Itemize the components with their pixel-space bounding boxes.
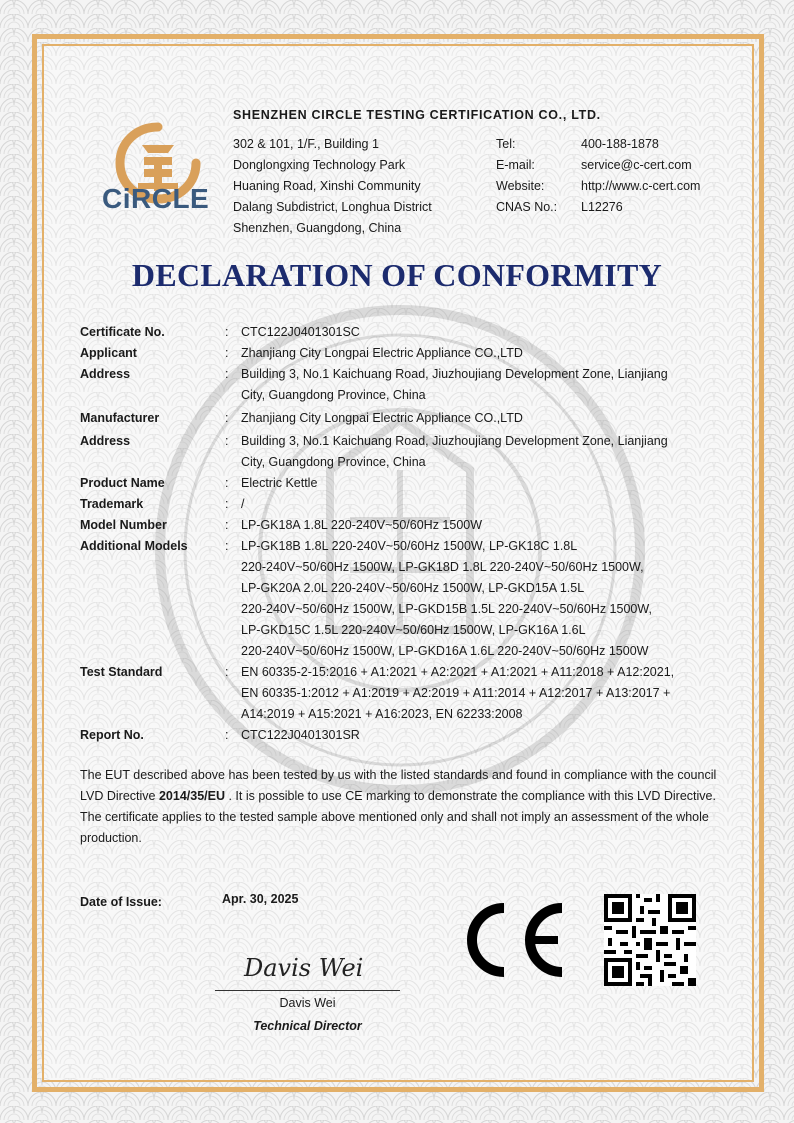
contact-cnas: CNAS No.: L12276 — [496, 200, 623, 214]
compliance-statement: The EUT described above has been tested by us with the listed standards and found in compliance with the council LVD Directive 2014/35/EU . It is possible to use CE marking to demonstrate the compliance with this LVD Directive. The certificate applies to the tested sample above mentioned only and shall not imply an assessment of the whole production. — [80, 765, 730, 849]
signatory-name: Davis Wei — [279, 996, 336, 1010]
field-report-no: Report No. : CTC122J0401301SR — [80, 728, 360, 742]
field-manufacturer-address: Address : Building 3, No.1 Kaichuang Road, Jiuzhoujiang Development Zone, Lianjiang City, Guangdong Province, China — [80, 434, 668, 469]
company-address — [233, 134, 432, 239]
date-of-issue-label: Date of Issue: — [80, 895, 162, 909]
signature — [240, 938, 370, 988]
ce-mark-icon — [462, 900, 572, 980]
contact-email: E-mail: service@c-cert.com — [496, 158, 692, 172]
contact-website: Website: http://www.c-cert.com — [496, 179, 701, 193]
company-name: SHENZHEN CIRCLE TESTING CERTIFICATION CO., LTD. — [233, 108, 601, 122]
field-trademark: Trademark : / — [80, 497, 245, 511]
address-line: Shenzhen, Guangdong, China — [233, 221, 402, 235]
qr-code-icon — [604, 894, 696, 986]
contact-tel: Tel: 400-188-1878 — [496, 137, 659, 151]
address-line: 302 & 101, 1/F., Building 1 — [233, 137, 379, 151]
signature-line — [215, 990, 400, 991]
signatory-title: Technical Director — [253, 1019, 362, 1033]
field-product-name: Product Name : Electric Kettle — [80, 476, 318, 490]
field-model-number: Model Number : LP-GK18A 1.8L 220-240V~50/60Hz 1500W — [80, 518, 483, 532]
document-title: DECLARATION OF CONFORMITY — [131, 257, 663, 293]
field-additional-models: Additional Models : LP-GK18B 1.8L 220-240V~50/60Hz 1500W, LP-GK18C 1.8L 220-240V~50/60Hz 1500W, LP-GK18D 1.8L 220-240V~50/60Hz 1500W, LP-GK20A 2.0L 220-240V~50/60Hz 1500W, LP-GKD15A 1.5L 220-240V~50/60Hz 1500W, LP-GKD15B 1.5L 220-240V~50/60Hz 1500W, LP-GKD15C 1.5L 220-240V~50/60Hz 1500W, LP-GK16A 1.6L 220-240V~50/60Hz 1500W, LP-GKD16A 1.6L 220-240V~50/60Hz 1500W — [80, 539, 652, 658]
field-applicant-address: Address : Building 3, No.1 Kaichuang Road, Jiuzhoujiang Development Zone, Lianjiang City, Guangdong Province, China — [80, 367, 668, 402]
field-applicant: Applicant : Zhanjiang City Longpai Electric Appliance CO.,LTD — [80, 346, 523, 360]
field-test-standard: Test Standard : EN 60335-2-15:2016 + A1:2021 + A2:2021 + A1:2021 + A11:2018 + A12:2021, EN 60335-1:2012 + A1:2019 + A2:2019 + A11:2014 + A12:2017 + A13:2017 + A14:2019 + A15:2021 + A16:2023, EN 62233:2008 — [80, 665, 675, 721]
address-line: Dalang Subdistrict, Longhua District — [233, 200, 432, 214]
directive-number: 2014/35/EU — [158, 789, 225, 803]
date-of-issue-value: Apr. 30, 2025 — [222, 892, 299, 906]
company-logo-text: CiRCLE — [102, 183, 210, 214]
field-certificate-no: Certificate No. : CTC122J0401301SC — [80, 325, 360, 339]
certificate-fields — [80, 322, 730, 746]
address-line: Huaning Road, Xinshi Community — [233, 179, 421, 193]
statement-scope: The certificate applies to the tested sample above mentioned only and shall not imply an assessment of the whole production. — [80, 810, 709, 845]
company-contact — [496, 134, 700, 218]
address-line: Donglongxing Technology Park — [233, 158, 406, 172]
field-manufacturer: Manufacturer : Zhanjiang City Longpai Electric Appliance CO.,LTD — [80, 411, 523, 425]
svg-text:Davis Wei: Davis Wei — [244, 954, 364, 982]
